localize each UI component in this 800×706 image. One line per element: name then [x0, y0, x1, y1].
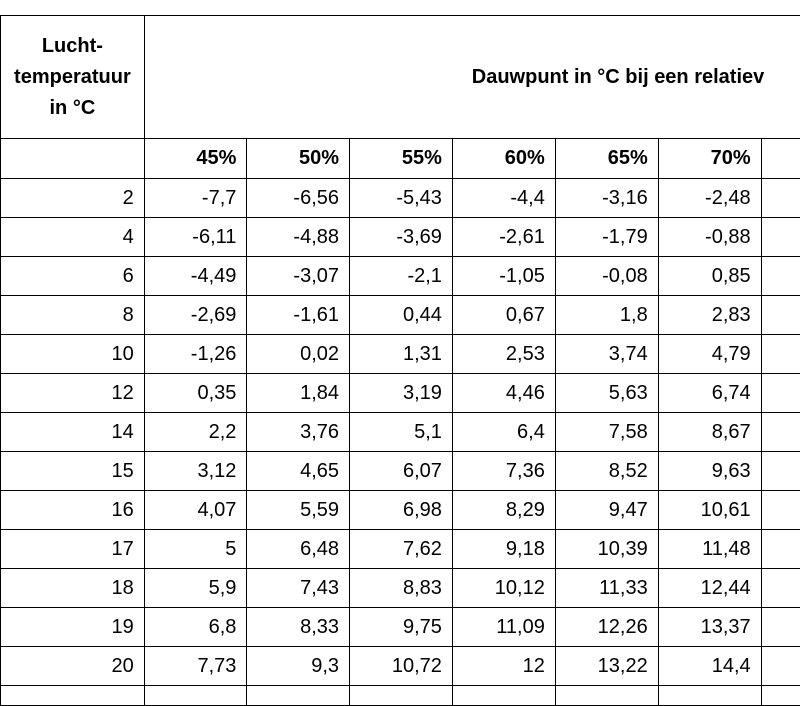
- overflow-cell[interactable]: [761, 218, 800, 257]
- dewpoint-cell[interactable]: 11,33: [555, 569, 658, 608]
- dewpoint-cell[interactable]: 10,12: [452, 569, 555, 608]
- dewpoint-cell[interactable]: 8,67: [658, 413, 761, 452]
- dewpoint-cell[interactable]: 12,26: [555, 608, 658, 647]
- dewpoint-cell[interactable]: -2,1: [350, 257, 453, 296]
- overflow-cell[interactable]: [761, 608, 800, 647]
- dewpoint-cell[interactable]: 8,29: [452, 491, 555, 530]
- dewpoint-cell[interactable]: 9,3: [247, 647, 350, 686]
- dewpoint-cell[interactable]: -3,16: [555, 179, 658, 218]
- dewpoint-cell[interactable]: 8,52: [555, 452, 658, 491]
- dewpoint-cell[interactable]: 3,19: [350, 374, 453, 413]
- dewpoint-cell[interactable]: 11,09: [452, 608, 555, 647]
- overflow-cell[interactable]: [761, 335, 800, 374]
- air-temperature-cell[interactable]: 14: [1, 413, 145, 452]
- dewpoint-cell[interactable]: 5,63: [555, 374, 658, 413]
- dewpoint-cell[interactable]: 6,48: [247, 530, 350, 569]
- dewpoint-cell[interactable]: 8,83: [350, 569, 453, 608]
- dewpoint-cell[interactable]: 2,53: [452, 335, 555, 374]
- dewpoint-cell[interactable]: -3,07: [247, 257, 350, 296]
- air-temperature-cell[interactable]: 12: [1, 374, 145, 413]
- dewpoint-cell[interactable]: 11,48: [658, 530, 761, 569]
- empty-cell[interactable]: [555, 686, 658, 706]
- dewpoint-cell[interactable]: 0,67: [452, 296, 555, 335]
- dewpoint-cell[interactable]: 2,2: [144, 413, 247, 452]
- table-row: [1, 374, 800, 413]
- dewpoint-cell[interactable]: 3,76: [247, 413, 350, 452]
- humidity-header-row: [1, 139, 800, 179]
- dewpoint-cell[interactable]: -4,4: [452, 179, 555, 218]
- dewpoint-cell[interactable]: 8,33: [247, 608, 350, 647]
- overflow-cell[interactable]: [761, 257, 800, 296]
- dewpoint-cell[interactable]: 10,39: [555, 530, 658, 569]
- dewpoint-cell[interactable]: 4,79: [658, 335, 761, 374]
- dewpoint-cell[interactable]: -1,79: [555, 218, 658, 257]
- dewpoint-cell[interactable]: -2,61: [452, 218, 555, 257]
- overflow-cell[interactable]: [761, 413, 800, 452]
- empty-cell[interactable]: [350, 686, 453, 706]
- dewpoint-cell[interactable]: -0,08: [555, 257, 658, 296]
- header-row: [1, 16, 800, 139]
- table-row: [1, 569, 800, 608]
- overflow-cell[interactable]: [761, 139, 800, 179]
- dewpoint-cell[interactable]: 13,22: [555, 647, 658, 686]
- dewpoint-cell[interactable]: 12,44: [658, 569, 761, 608]
- overflow-cell[interactable]: [761, 374, 800, 413]
- dewpoint-cell[interactable]: 1,31: [350, 335, 453, 374]
- air-temperature-cell[interactable]: 10: [1, 335, 145, 374]
- dewpoint-cell[interactable]: -2,69: [144, 296, 247, 335]
- empty-cell[interactable]: [658, 686, 761, 706]
- dewpoint-cell[interactable]: 9,18: [452, 530, 555, 569]
- overflow-cell[interactable]: [761, 491, 800, 530]
- air-temperature-cell[interactable]: 17: [1, 530, 145, 569]
- dewpoint-cell[interactable]: 0,85: [658, 257, 761, 296]
- dewpoint-title: Dauwpunt in °C bij een relatiev: [471, 65, 765, 88]
- dewpoint-cell[interactable]: 7,62: [350, 530, 453, 569]
- air-temperature-cell[interactable]: 15: [1, 452, 145, 491]
- table-row: [1, 686, 800, 706]
- dewpoint-cell[interactable]: 0,44: [350, 296, 453, 335]
- dewpoint-cell[interactable]: 4,07: [144, 491, 247, 530]
- air-temperature-cell[interactable]: 16: [1, 491, 145, 530]
- dewpoint-cell[interactable]: -1,26: [144, 335, 247, 374]
- dewpoint-cell[interactable]: 6,8: [144, 608, 247, 647]
- dewpoint-cell[interactable]: 5,9: [144, 569, 247, 608]
- humidity-column-header[interactable]: 65%: [555, 139, 658, 179]
- overflow-cell[interactable]: [761, 452, 800, 491]
- air-temperature-cell[interactable]: 19: [1, 608, 145, 647]
- dewpoint-cell[interactable]: -6,56: [247, 179, 350, 218]
- dewpoint-cell[interactable]: 12: [452, 647, 555, 686]
- humidity-column-header[interactable]: 55%: [350, 139, 453, 179]
- dewpoint-cell[interactable]: 6,07: [350, 452, 453, 491]
- empty-cell[interactable]: [452, 686, 555, 706]
- dewpoint-title-cell[interactable]: [144, 16, 800, 139]
- air-temperature-header[interactable]: [1, 16, 145, 139]
- dewpoint-cell[interactable]: 9,63: [658, 452, 761, 491]
- dewpoint-cell[interactable]: 6,4: [452, 413, 555, 452]
- table-row: [1, 647, 800, 686]
- dewpoint-cell[interactable]: 1,8: [555, 296, 658, 335]
- air-temperature-cell[interactable]: 8: [1, 296, 145, 335]
- dewpoint-cell[interactable]: 5: [144, 530, 247, 569]
- table-row: [1, 491, 800, 530]
- empty-header-cell[interactable]: [1, 139, 145, 179]
- dewpoint-cell[interactable]: 1,84: [247, 374, 350, 413]
- dewpoint-cell[interactable]: 10,61: [658, 491, 761, 530]
- table-row: [1, 218, 800, 257]
- dewpoint-cell[interactable]: 7,58: [555, 413, 658, 452]
- dewpoint-cell[interactable]: 0,35: [144, 374, 247, 413]
- humidity-column-header[interactable]: 70%: [658, 139, 761, 179]
- dewpoint-cell[interactable]: -4,88: [247, 218, 350, 257]
- table-row: [1, 530, 800, 569]
- empty-cell[interactable]: [1, 686, 145, 706]
- air-temperature-cell[interactable]: 2: [1, 179, 145, 218]
- dewpoint-cell[interactable]: 5,1: [350, 413, 453, 452]
- dewpoint-cell[interactable]: -2,48: [658, 179, 761, 218]
- overflow-cell[interactable]: [761, 179, 800, 218]
- dewpoint-cell[interactable]: -5,43: [350, 179, 453, 218]
- dewpoint-cell[interactable]: 10,72: [350, 647, 453, 686]
- air-temperature-label: Lucht- temperatuur in °C: [14, 34, 131, 119]
- overflow-cell[interactable]: [761, 530, 800, 569]
- empty-cell[interactable]: [247, 686, 350, 706]
- dewpoint-cell[interactable]: 6,98: [350, 491, 453, 530]
- dewpoint-cell[interactable]: 4,46: [452, 374, 555, 413]
- overflow-cell[interactable]: [761, 647, 800, 686]
- table-row: [1, 179, 800, 218]
- dewpoint-cell[interactable]: 13,37: [658, 608, 761, 647]
- dewpoint-cell[interactable]: 0,02: [247, 335, 350, 374]
- air-temperature-cell[interactable]: 4: [1, 218, 145, 257]
- humidity-column-header[interactable]: 45%: [144, 139, 247, 179]
- dewpoint-cell[interactable]: 14,4: [658, 647, 761, 686]
- air-temperature-cell[interactable]: 6: [1, 257, 145, 296]
- dewpoint-table: [0, 15, 800, 706]
- dewpoint-cell[interactable]: -1,61: [247, 296, 350, 335]
- table-row: [1, 257, 800, 296]
- air-temperature-cell[interactable]: 20: [1, 647, 145, 686]
- dewpoint-cell[interactable]: 2,83: [658, 296, 761, 335]
- dewpoint-cell[interactable]: 5,59: [247, 491, 350, 530]
- table-row: [1, 335, 800, 374]
- empty-cell[interactable]: [144, 686, 247, 706]
- dewpoint-cell[interactable]: 4,65: [247, 452, 350, 491]
- dewpoint-cell[interactable]: 3,74: [555, 335, 658, 374]
- dewpoint-cell[interactable]: -6,11: [144, 218, 247, 257]
- humidity-column-header[interactable]: 50%: [247, 139, 350, 179]
- air-temperature-cell[interactable]: 18: [1, 569, 145, 608]
- dewpoint-cell[interactable]: -0,88: [658, 218, 761, 257]
- table-row: [1, 413, 800, 452]
- dewpoint-cell[interactable]: -3,69: [350, 218, 453, 257]
- humidity-column-header[interactable]: 60%: [452, 139, 555, 179]
- table-row: [1, 452, 800, 491]
- dewpoint-cell[interactable]: -7,7: [144, 179, 247, 218]
- dewpoint-cell[interactable]: 7,36: [452, 452, 555, 491]
- table-row: [1, 608, 800, 647]
- dewpoint-cell[interactable]: 3,12: [144, 452, 247, 491]
- table-row: [1, 296, 800, 335]
- dewpoint-cell[interactable]: -1,05: [452, 257, 555, 296]
- overflow-cell[interactable]: [761, 296, 800, 335]
- dewpoint-cell[interactable]: 7,73: [144, 647, 247, 686]
- dewpoint-cell[interactable]: 9,75: [350, 608, 453, 647]
- dewpoint-cell[interactable]: 7,43: [247, 569, 350, 608]
- dewpoint-cell[interactable]: 9,47: [555, 491, 658, 530]
- dewpoint-cell[interactable]: -4,49: [144, 257, 247, 296]
- dewpoint-cell[interactable]: 6,74: [658, 374, 761, 413]
- overflow-cell[interactable]: [761, 569, 800, 608]
- empty-cell[interactable]: [761, 686, 800, 706]
